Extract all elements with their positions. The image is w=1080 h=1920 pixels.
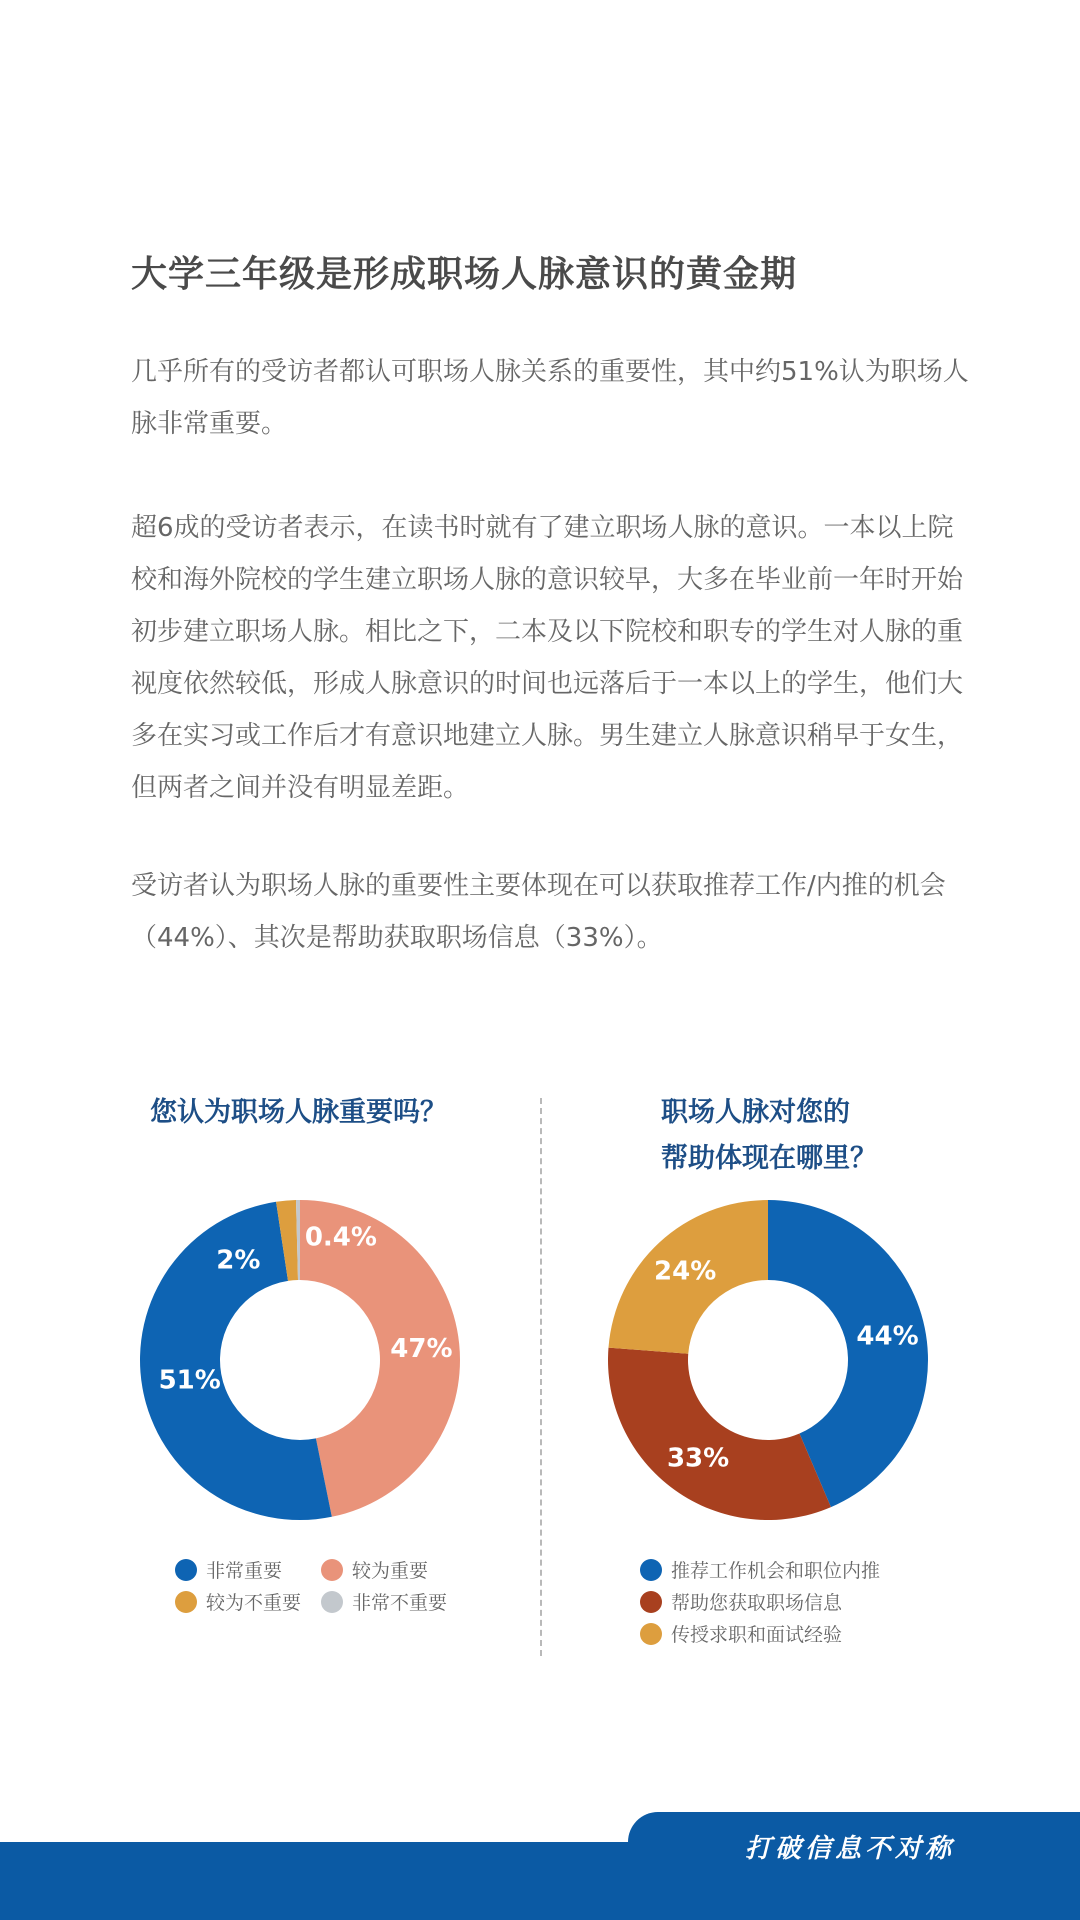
importance-chart-legend-item [175, 1556, 282, 1583]
importance-chart-legend-label: 非常不重要 [352, 1592, 448, 1614]
paragraph-benefits: 受访者认为职场人脉的重要性主要体现在可以获取推荐工作/内推的机会（44%）、其次是帮助获取职场信息（33%）。 [131, 871, 946, 953]
benefit-chart-legend-swatch [640, 1559, 662, 1581]
benefit-chart-slice [608, 1348, 831, 1520]
importance-chart-legend-item [321, 1588, 447, 1615]
benefit-chart-legend-item [640, 1556, 880, 1583]
importance-chart-legend-label: 较为重要 [352, 1560, 429, 1582]
benefit-chart-value-label: 33% [666, 1443, 730, 1474]
importance-chart-legend-item [175, 1588, 301, 1615]
importance-chart-value-label: 2% [216, 1245, 261, 1276]
benefit-chart-legend-item [640, 1620, 842, 1647]
chart2-title-line: 帮助体现在哪里？ [661, 1143, 877, 1174]
importance-chart-legend-label: 较为不重要 [206, 1592, 302, 1614]
importance-chart-legend-swatch [175, 1591, 197, 1613]
benefit-chart-legend-swatch [640, 1623, 662, 1645]
benefit-chart-legend-label: 传授求职和面试经验 [671, 1624, 843, 1646]
importance-chart-legend-item [321, 1556, 428, 1583]
benefit-chart-legend-swatch [640, 1591, 662, 1613]
importance-chart-legend-swatch [175, 1559, 197, 1581]
paragraph-awareness: 超6成的受访者表示，在读书时就有了建立职场人脉的意识。一本以上院校和海外院校的学生建立职场人脉的意识较早，大多在毕业前一年时开始初步建立职场人脉。相比之下，二本及以下院校和职专的学生对人脉的重视度依然较低，形成人脉意识的时间也远落后于一本以上的学生，他们大多在实习或工作后才有意识地建立人脉。男生建立人脉意识稍早于女生，但两者之间并没有明显差距。 [131, 513, 964, 803]
benefit-chart-legend [640, 1556, 940, 1656]
chart2-title [661, 1090, 877, 1182]
importance-chart-legend-label: 非常重要 [206, 1560, 283, 1582]
page-heading: 大学三年级是形成职场人脉意识的黄金期 [131, 254, 798, 295]
benefit-chart-legend-label: 推荐工作机会和职位内推 [671, 1560, 881, 1582]
importance-donut-chart [135, 1195, 465, 1525]
footer-slogan: 打破信息不对称 [745, 1834, 956, 1864]
chart2-title-line: 职场人脉对您的 [661, 1097, 850, 1128]
importance-chart-value-label: 47% [390, 1333, 453, 1364]
paragraph-importance: 几乎所有的受访者都认可职场人脉关系的重要性，其中约51%认为职场人脉非常重要。 [131, 357, 969, 439]
benefit-chart-value-label: 24% [654, 1256, 717, 1287]
importance-chart-value-label: 0.4% [304, 1222, 377, 1253]
benefit-chart-svg [603, 1195, 933, 1525]
benefit-chart-legend-label: 帮助您获取职场信息 [671, 1592, 843, 1614]
importance-chart-value-label: 51% [158, 1365, 221, 1396]
benefit-donut-chart [603, 1195, 933, 1525]
benefit-chart-legend-item [640, 1588, 842, 1615]
importance-chart-legend-swatch [321, 1559, 343, 1581]
chart-divider [540, 1098, 542, 1656]
importance-chart-legend [175, 1556, 475, 1626]
importance-chart-legend-swatch [321, 1591, 343, 1613]
benefit-chart-value-label: 44% [856, 1321, 919, 1352]
chart1-title: 您认为职场人脉重要吗？ [150, 1097, 447, 1128]
importance-chart-svg [135, 1195, 465, 1525]
